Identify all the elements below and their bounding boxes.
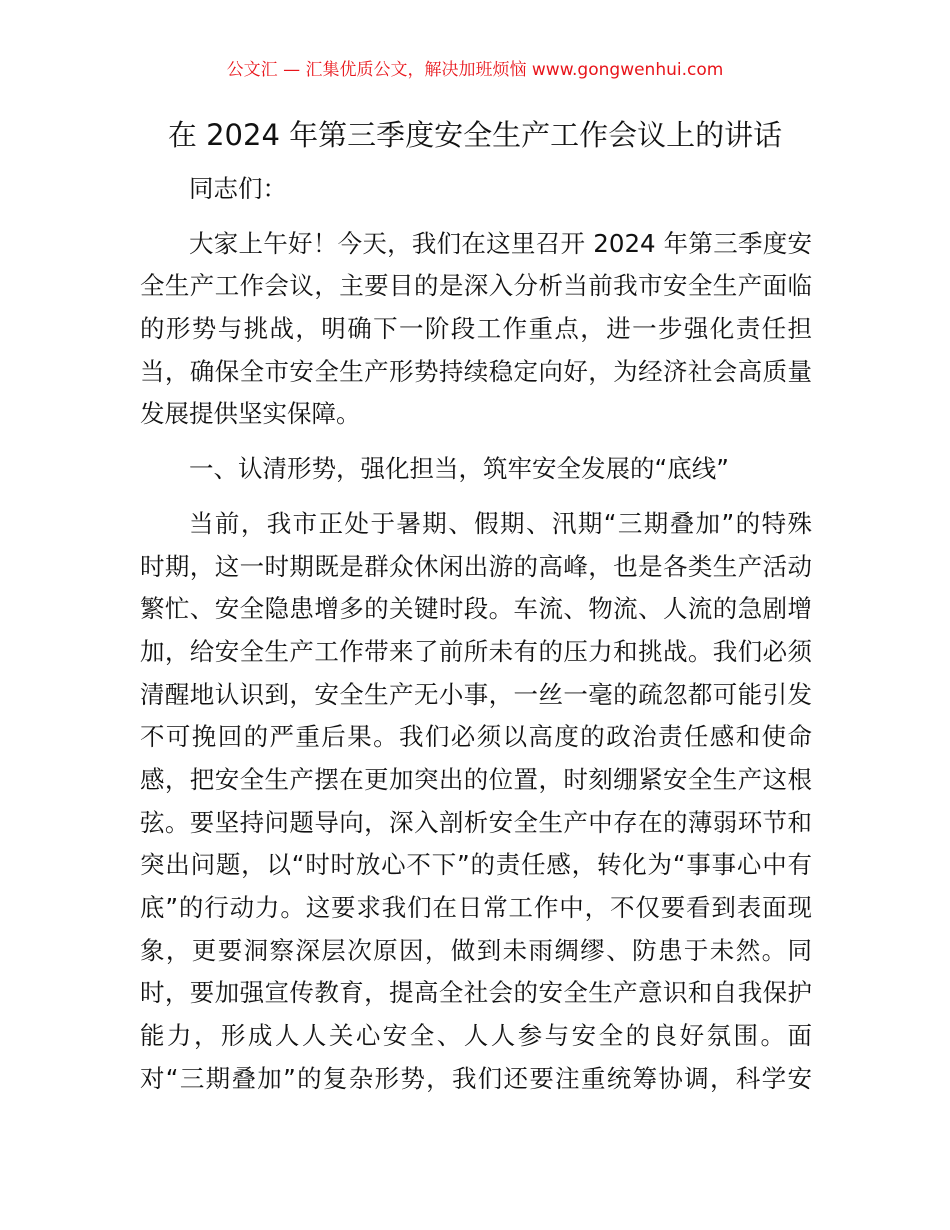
paragraph-line: 加，给安全生产工作带来了前所未有的压力和挑战。我们必须 — [140, 636, 812, 666]
paragraph-line: 的形势与挑战，明确下一阶段工作重点，进一步强化责任担 — [140, 314, 812, 344]
paragraph-line: 突出问题，以“时时放心不下”的责任感，转化为“事事心中有 — [140, 850, 812, 880]
paragraph-line: 大家上午好！今天，我们在这里召开 2024 年第三季度安 — [189, 228, 812, 258]
paragraph-line: 当前，我市正处于暑期、假期、汛期“三期叠加”的特殊 — [189, 508, 812, 538]
paragraph-line: 时，要加强宣传教育，提高全社会的安全生产意识和自我保护 — [140, 978, 812, 1008]
header-banner: 公文汇 — 汇集优质公文，解决加班烦恼 www.gongwenhui.com — [226, 60, 724, 80]
paragraph-line: 繁忙、安全隐患增多的关键时段。车流、物流、人流的急剧增 — [140, 594, 812, 624]
paragraph-line: 弦。要坚持问题导向，深入剖析安全生产中存在的薄弱环节和 — [140, 807, 812, 837]
paragraph-line: 底”的行动力。这要求我们在日常工作中，不仅要看到表面现 — [140, 893, 812, 922]
paragraph-line: 不可挽回的严重后果。我们必须以高度的政治责任感和使命 — [140, 722, 812, 752]
paragraph-line: 感，把安全生产摆在更加突出的位置，时刻绷紧安全生产这根 — [140, 764, 812, 794]
paragraph-line: 清醒地认识到，安全生产无小事，一丝一毫的疏忽都可能引发 — [140, 679, 812, 709]
paragraph-situation — [140, 503, 812, 1101]
paragraph-line: 能力，形成人人关心安全、人人参与安全的良好氛围。面 — [140, 1021, 812, 1051]
paragraph-line: 全生产工作会议，主要目的是深入分析当前我市安全生产面临 — [140, 271, 812, 301]
paragraph-line: 对“三期叠加”的复杂形势，我们还要注重统筹协调，科学安 — [140, 1063, 812, 1093]
paragraph-line: 发展提供坚实保障。 — [140, 399, 361, 429]
paragraph-line: 时期，这一时期既是群众休闲出游的高峰，也是各类生产活动 — [140, 551, 812, 581]
paragraph-line: 当，确保全市安全生产形势持续稳定向好，为经济社会高质量 — [140, 356, 812, 386]
document-body — [140, 168, 812, 1100]
salutation: 同志们： — [189, 174, 287, 203]
page-title: 在 2024 年第三季度安全生产工作会议上的讲话 — [167, 118, 783, 152]
section-heading: 一、认清形势，强化担当，筑牢安全发展的“底线” — [189, 454, 729, 484]
paragraph-opening — [140, 223, 812, 436]
paragraph-line: 象，更要洞察深层次原因，做到未雨绸缪、防患于未然。同 — [140, 935, 812, 965]
